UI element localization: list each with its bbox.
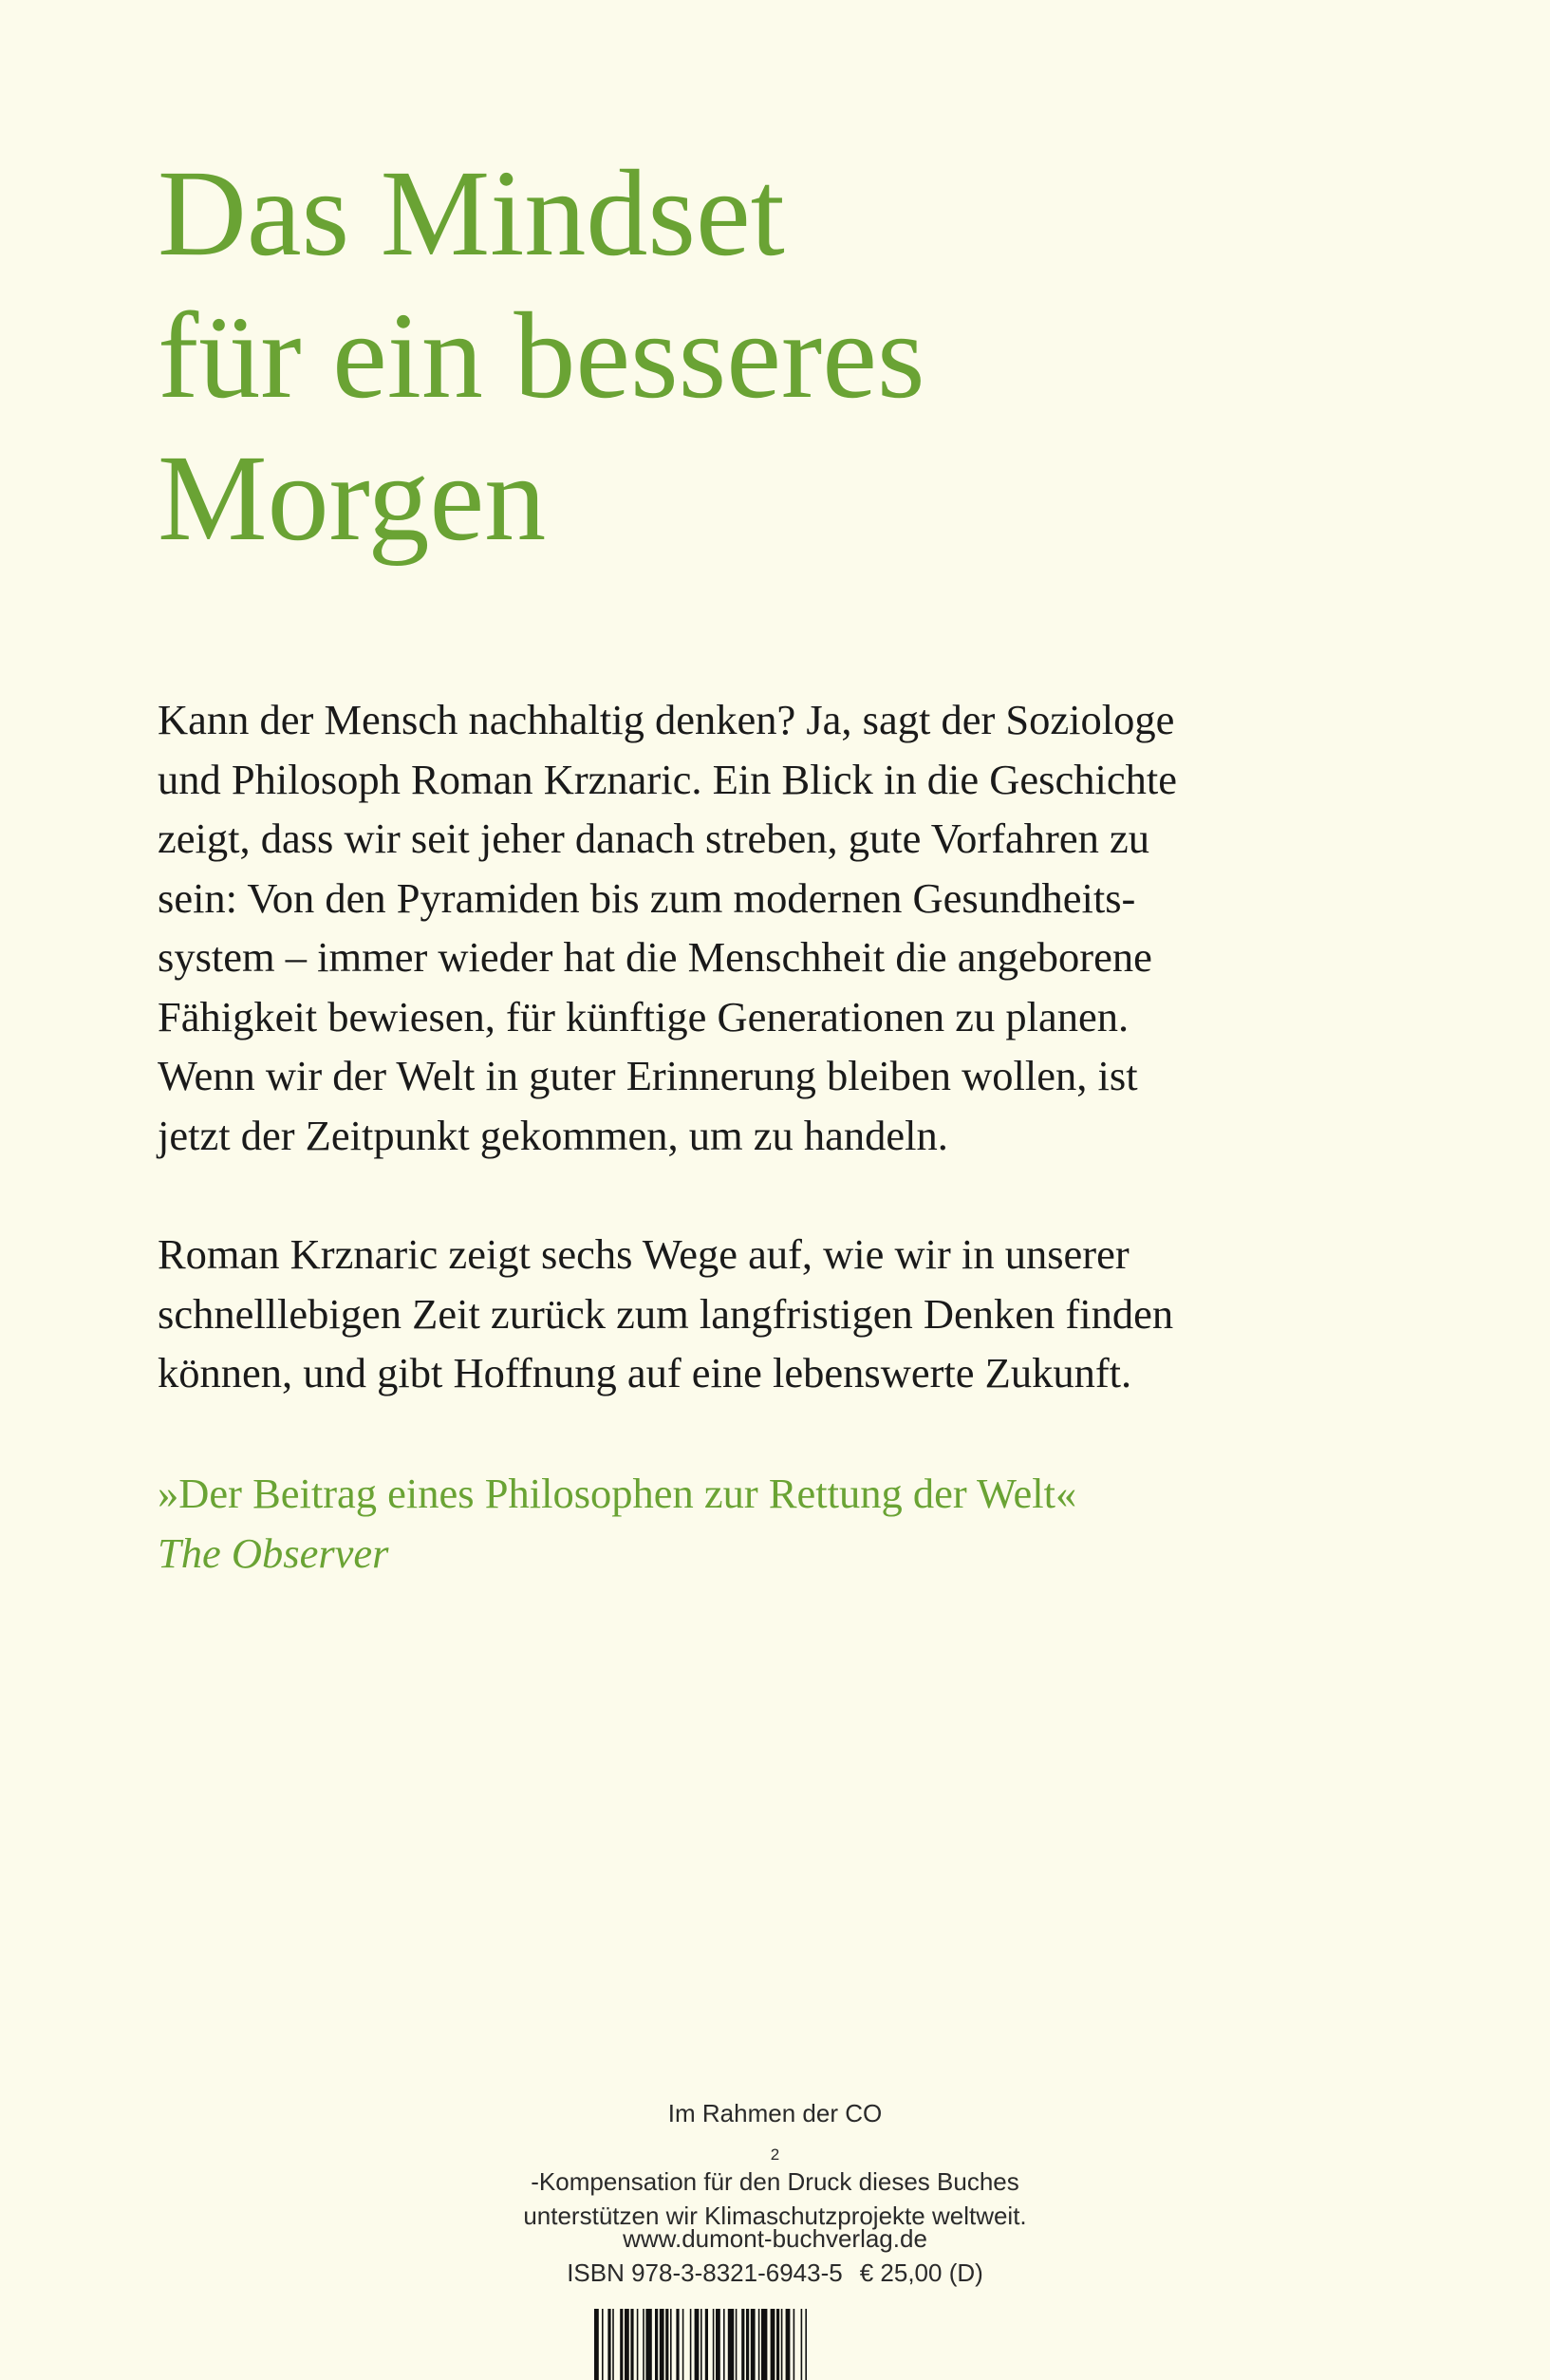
headline-line-3: Morgen	[158, 430, 547, 567]
co2-compensation-note	[0, 2096, 1550, 2233]
blurb-line: system – immer wieder hat die Menschheit die angeborene	[158, 933, 1152, 981]
quote-source: The Observer	[158, 1528, 389, 1577]
blurb-line: Fähigkeit bewiesen, für künftige Generationen zu planen.	[158, 992, 1130, 1040]
co2-subscript: 2	[770, 2146, 780, 2164]
blurb-line: und Philosoph Roman Krznaric. Ein Blick in die Geschichte	[158, 755, 1177, 803]
blurb-line: können, und gibt Hoffnung auf eine lebenswerte Zukunft.	[158, 1349, 1132, 1396]
blurb-line: schnelllebigen Zeit zurück zum langfristigen Denken finden	[158, 1289, 1174, 1338]
publisher-info	[0, 2221, 1550, 2290]
blurb-line: jetzt der Zeitpunkt gekommen, um zu handeln.	[158, 1111, 948, 1159]
headline-line-1: Das Mindset	[158, 145, 785, 282]
co2-text-before: Im Rahmen der CO	[667, 2099, 883, 2127]
blurb-line: Wenn wir der Welt in guter Erinnerung bleiben wollen, ist	[158, 1052, 1138, 1099]
headline-line-2: für ein besseres	[158, 288, 925, 424]
blurb-line: zeigt, dass wir seit jeher danach streben, gute Vorfahren zu	[158, 815, 1149, 862]
isbn-price-line	[0, 2256, 1550, 2290]
co2-note-line-2: unterstützen wir Klimaschutzprojekte weltweit.	[523, 2202, 1027, 2230]
blurb-line: Kann der Mensch nachhaltig denken? Ja, sagt der Soziologe	[158, 696, 1175, 743]
blurb-line: Roman Krznaric zeigt sechs Wege auf, wie wir in unserer	[158, 1230, 1130, 1278]
blurb-paragraph-1	[158, 690, 1410, 1165]
quote-text: »Der Beitrag eines Philosophen zur Rettung der Welt«	[158, 1470, 1077, 1517]
blurb-paragraph-2	[158, 1225, 1410, 1403]
isbn-number: ISBN 978-3-8321-6943-5	[567, 2258, 843, 2287]
cover-headline	[158, 142, 925, 570]
barcode-icon	[588, 2309, 968, 2380]
press-quote	[158, 1464, 1076, 1583]
blurb-line: sein: Von den Pyramiden bis zum modernen Gesundheits-	[158, 873, 1136, 922]
co2-note-line-1	[0, 2096, 1550, 2199]
publisher-website: www.dumont-buchverlag.de	[623, 2224, 927, 2253]
book-price: € 25,00 (D)	[859, 2258, 983, 2287]
co2-text-after: -Kompensation für den Druck dieses Buches	[531, 2167, 1019, 2196]
